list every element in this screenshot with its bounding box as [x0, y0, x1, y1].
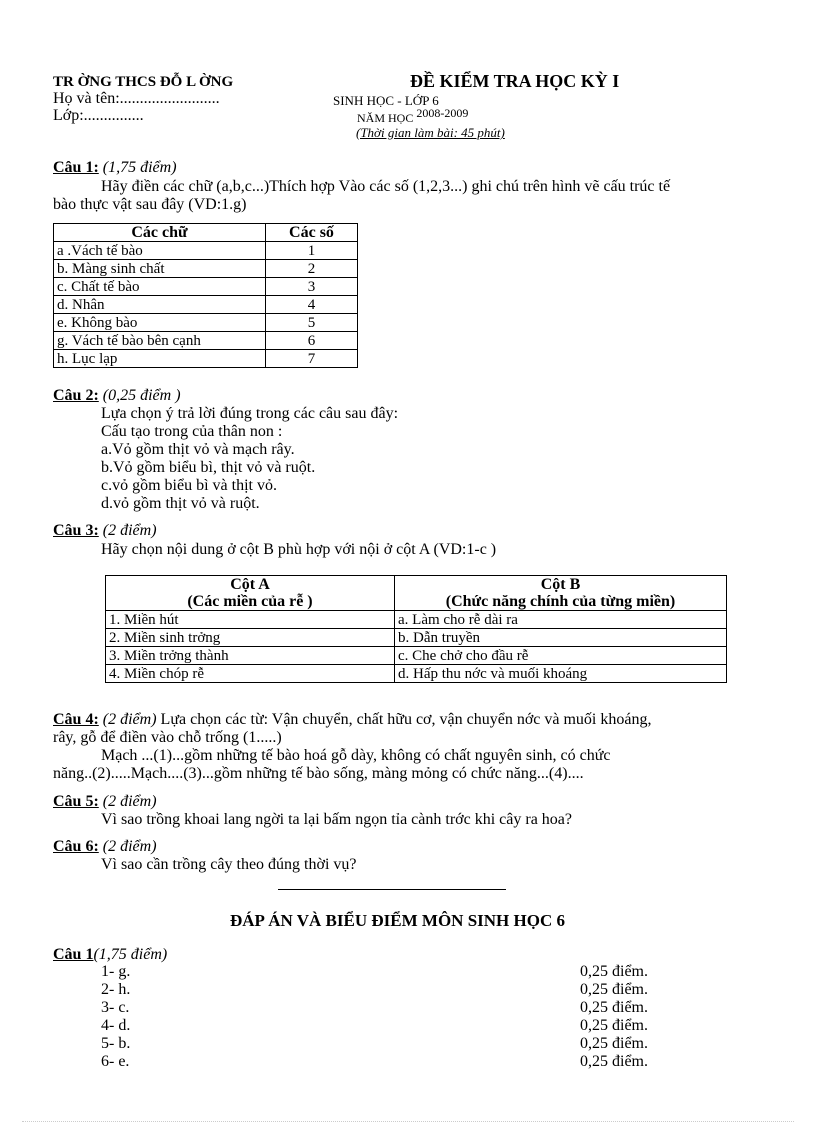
q3-col-a-title: Cột A [230, 576, 270, 593]
question-2-option: c.vỏ gồm biểu bì và thịt vỏ. [101, 477, 277, 494]
table-row [54, 350, 358, 368]
question-6-label: Câu 6: [53, 838, 99, 855]
question-1-table [53, 223, 358, 368]
question-3-label: Câu 3: [53, 522, 99, 539]
question-4-line-4: năng..(2).....Mạch....(3)...gồm những tế bào sống, màng mỏng có chức năng...(4).... [53, 765, 584, 782]
table-row [54, 260, 358, 278]
q3-cell-a: 2. Miền sinh trởng [106, 629, 395, 647]
question-5-points: (2 điểm) [102, 793, 157, 810]
q3-col-a-subtitle: (Các miền của rễ ) [187, 593, 313, 610]
q1-col-numbers: Các số [266, 224, 358, 242]
question-4-heading [53, 711, 651, 729]
table-row [54, 314, 358, 332]
question-2-points: (0,25 điểm ) [102, 387, 181, 404]
school-year-value: 2008-2009 [416, 106, 469, 120]
q1-col-letters: Các chữ [54, 224, 266, 242]
q1-number: 7 [266, 350, 358, 368]
question-2-option: b.Vỏ gồm biểu bì, thịt vỏ và ruột. [101, 459, 316, 476]
question-2-option: a.Vỏ gồm thịt vỏ và mạch rây. [101, 441, 295, 458]
answer-score: 0,25 điểm. [580, 1017, 648, 1034]
q3-col-b-subtitle: (Chức năng chính của từng miền) [445, 593, 676, 610]
answer-score: 0,25 điểm. [580, 1053, 648, 1070]
table-row [54, 332, 358, 350]
question-3-heading [53, 522, 157, 540]
table-row [54, 296, 358, 314]
table-row [106, 647, 727, 665]
exam-title: ĐỀ KIỂM TRA HỌC KỲ I [410, 71, 620, 91]
question-3-instruction: Hãy chọn nội dung ở cột B phù hợp với nội ở cột A (VD:1-c ) [101, 541, 497, 558]
answer-score: 0,25 điểm. [580, 999, 648, 1016]
q1-letter: h. Lục lạp [54, 350, 266, 368]
question-6-text: Vì sao cần trồng cây theo đúng thời vụ? [101, 856, 357, 873]
student-name-field: Họ và tên:......................... [53, 90, 220, 107]
school-year-label: NĂM HỌC [357, 111, 414, 125]
q3-col-b-header [395, 576, 727, 611]
question-6-points: (2 điểm) [102, 838, 157, 855]
q1-letter: g. Vách tế bào bên cạnh [54, 332, 266, 350]
q3-cell-a: 1. Miền hút [106, 611, 395, 629]
question-2-option: d.vỏ gồm thịt vỏ và ruột. [101, 495, 260, 512]
answer-1-points: (1,75 điểm) [93, 946, 168, 963]
question-2-heading [53, 387, 181, 405]
question-6-heading [53, 838, 157, 856]
q3-cell-b: d. Hấp thu nớc và muối khoáng [395, 665, 727, 683]
q3-cell-b: a. Làm cho rễ dài ra [395, 611, 727, 629]
answer-score: 0,25 điểm. [580, 981, 648, 998]
question-5-heading [53, 793, 157, 811]
question-5-text: Vì sao trồng khoai lang ngời ta lại bấm ngọn tỉa cành trớc khi cây ra hoa? [101, 811, 572, 828]
answer-item: 1- g. [101, 963, 131, 980]
answer-item: 2- h. [101, 981, 131, 998]
question-4-line-3: Mạch ...(1)...gồm những tế bào hoá gỗ dày, không có chất nguyên sinh, có chức [101, 747, 611, 764]
question-1-heading [53, 159, 177, 177]
question-2-line: Lựa chọn ý trả lời đúng trong các câu sau đây: [101, 405, 399, 422]
answer-score: 0,25 điểm. [580, 963, 648, 980]
q3-col-a-header [106, 576, 395, 611]
question-4-label: Câu 4: [53, 711, 99, 728]
page-edge [22, 1121, 794, 1122]
q1-letter: e. Không bào [54, 314, 266, 332]
answer-score: 0,25 điểm. [580, 1035, 648, 1052]
answer-item: 6- e. [101, 1053, 130, 1070]
question-1-instruction-1: Hãy điền các chữ (a,b,c...)Thích hợp Vào các số (1,2,3...) ghi chú trên hình vẽ cấu trúc tế [101, 178, 671, 195]
table-row [106, 665, 727, 683]
question-1-points: (1,75 điểm) [102, 159, 177, 176]
school-year [357, 106, 469, 126]
school-name: TR ỜNG THCS ĐỖ L ỜNG [53, 74, 234, 90]
question-4-line-2: rây, gỗ để điền vào chỗ trống (1.....) [53, 729, 282, 746]
q3-cell-a: 4. Miền chóp rễ [106, 665, 395, 683]
exam-duration: (Thời gian làm bài: 45 phút) [356, 125, 505, 140]
q3-cell-b: b. Dẫn truyền [395, 629, 727, 647]
answer-1-label: Câu 1 [53, 946, 94, 963]
answer-item: 3- c. [101, 999, 130, 1016]
answer-key-title: ĐÁP ÁN VÀ BIỂU ĐIỂM MÔN SINH HỌC 6 [230, 911, 565, 930]
q1-letter: a .Vách tế bào [54, 242, 266, 260]
q1-letter: d. Nhân [54, 296, 266, 314]
question-3-table [105, 575, 727, 683]
q1-letter: c. Chất tế bào [54, 278, 266, 296]
question-5-label: Câu 5: [53, 793, 99, 810]
question-3-points: (2 điểm) [102, 522, 157, 539]
question-4-points: (2 điểm) [102, 711, 157, 728]
q3-cell-b: c. Che chở cho đầu rễ [395, 647, 727, 665]
q1-number: 5 [266, 314, 358, 332]
answer-item: 4- d. [101, 1017, 131, 1034]
question-4-line-1: Lựa chọn các từ: Vận chuyển, chất hữu cơ, vận chuyển nớc và muối khoáng, [160, 711, 652, 728]
table-row [54, 242, 358, 260]
q1-number: 2 [266, 260, 358, 278]
question-1-label: Câu 1: [53, 159, 99, 176]
answer-item: 5- b. [101, 1035, 131, 1052]
q1-number: 6 [266, 332, 358, 350]
section-divider [278, 889, 506, 890]
subject-label: SINH HỌC - LỚP 6 [333, 93, 439, 108]
q1-letter: b. Màng sinh chất [54, 260, 266, 278]
question-2-label: Câu 2: [53, 387, 99, 404]
table-row [106, 629, 727, 647]
class-field: Lớp:............... [53, 107, 144, 124]
table-row [106, 611, 727, 629]
question-1-instruction-2: bào thực vật sau đây (VD:1.g) [53, 196, 247, 213]
table-row [54, 278, 358, 296]
q3-cell-a: 3. Miền trởng thành [106, 647, 395, 665]
q1-number: 1 [266, 242, 358, 260]
q1-number: 3 [266, 278, 358, 296]
q1-number: 4 [266, 296, 358, 314]
answer-1-heading [53, 946, 167, 964]
question-2-line: Cấu tạo trong của thân non : [101, 423, 283, 440]
q3-col-b-title: Cột B [540, 576, 581, 593]
